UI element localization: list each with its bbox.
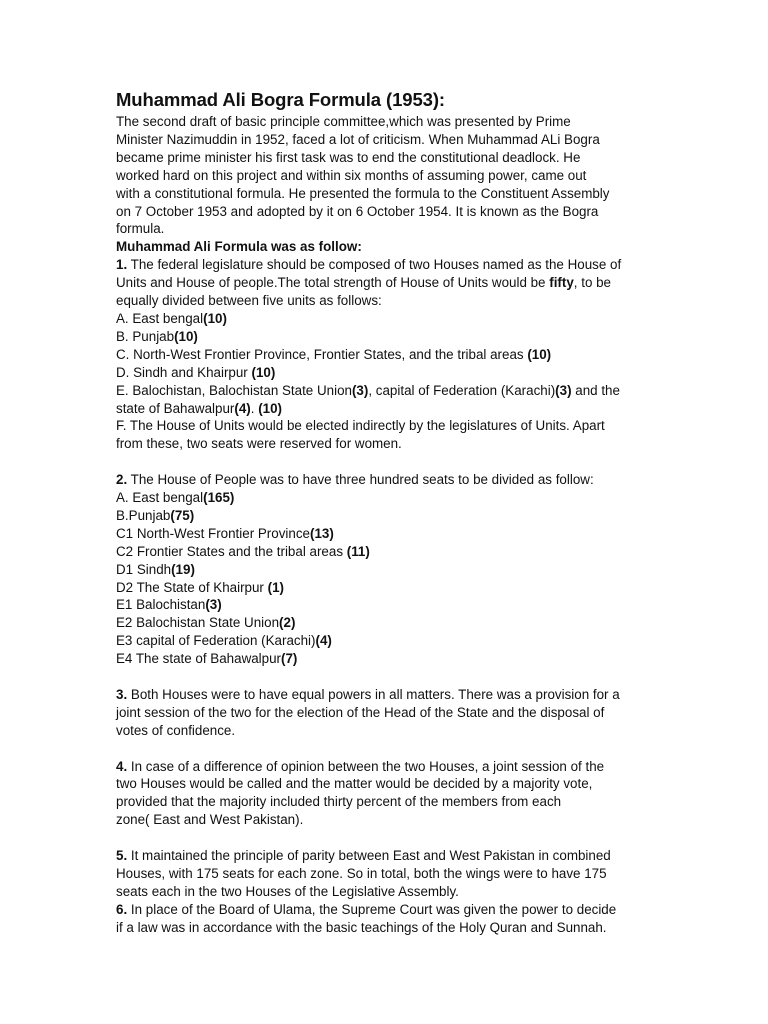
intro-line: formula. xyxy=(116,221,165,237)
list-item: A. East bengal(10) xyxy=(116,310,227,326)
point-number: 6. xyxy=(116,901,128,917)
point-1-line: 1. The federal legislature should be composed of two Houses named as the House of xyxy=(116,257,622,273)
point-4-line: provided that the majority included thirty percent of the members from each xyxy=(116,794,562,810)
list-item: E. Balochistan, Balochistan State Union(3), capital of Federation (Karachi)(3) and the xyxy=(116,382,620,398)
list-item: B. Punjab(10) xyxy=(116,328,198,344)
list-item: C2 Frontier States and the tribal areas (11) xyxy=(116,543,370,559)
paragraph-gap xyxy=(116,740,668,758)
point-4-line: two Houses would be called and the matter would be decided by a majority vote, xyxy=(116,776,593,792)
list-item: C. North-West Frontier Province, Frontier States, and the tribal areas (10) xyxy=(116,346,552,362)
point-number: 3. xyxy=(116,686,128,702)
point-1-line: Units and House of people.The total strength of House of Units would be fifty, to be xyxy=(116,275,612,291)
list-item: C1 North-West Frontier Province(13) xyxy=(116,525,334,541)
point-number: 5. xyxy=(116,848,128,864)
list-item: D2 The State of Khairpur (1) xyxy=(116,579,284,595)
list-item: B.Punjab(75) xyxy=(116,507,195,523)
point-2 xyxy=(116,471,668,668)
point-6 xyxy=(116,901,668,937)
point-6-line: if a law was in accordance with the basic teachings of the Holy Quran and Sunnah. xyxy=(116,919,607,935)
list-item: F. The House of Units would be elected indirectly by the legislatures of Units. Apart xyxy=(116,418,605,434)
point-number: 1. xyxy=(116,257,128,273)
intro-line: The second draft of basic principle committee,which was presented by Prime xyxy=(116,114,571,129)
point-1 xyxy=(116,256,668,453)
point-number: 4. xyxy=(116,758,128,774)
intro-line: with a constitutional formula. He presented the formula to the Constituent Assembly xyxy=(116,185,610,201)
point-5 xyxy=(116,847,668,901)
intro-line: became prime minister his first task was to end the constitutional deadlock. He xyxy=(116,149,581,165)
point-3-line: joint session of the two for the election of the Head of the State and the disposal of xyxy=(116,704,605,720)
point-2-line: 2. The House of People was to have three hundred seats to be divided as follow: xyxy=(116,472,594,488)
intro-line: Minister Nazimuddin in 1952, faced a lot of criticism. When Muhammad ALi Bogra xyxy=(116,131,600,147)
point-5-line: 5. It maintained the principle of parity between East and West Pakistan in combined xyxy=(116,848,611,864)
point-3-line: votes of confidence. xyxy=(116,722,236,738)
point-5-line: seats each in the two Houses of the Legislative Assembly. xyxy=(116,883,459,899)
point-5-line: Houses, with 175 seats for each zone. So in total, both the wings were to have 175 xyxy=(116,866,607,881)
list-item: A. East bengal(165) xyxy=(116,490,235,506)
point-4 xyxy=(116,758,668,830)
point-3 xyxy=(116,686,668,740)
list-item: E2 Balochistan State Union(2) xyxy=(116,615,296,631)
page-title: Muhammad Ali Bogra Formula (1953): xyxy=(116,89,445,110)
paragraph-gap xyxy=(116,829,668,847)
point-number: 2. xyxy=(116,472,128,488)
list-item: D1 Sindh(19) xyxy=(116,561,195,577)
intro-line: worked hard on this project and within six months of assuming power, came out xyxy=(116,167,587,183)
point-1-line: equally divided between five units as follows: xyxy=(116,293,382,309)
paragraph-gap xyxy=(116,668,668,686)
list-item: E1 Balochistan(3) xyxy=(116,597,222,613)
point-4-line: zone( East and West Pakistan). xyxy=(116,812,304,828)
intro-paragraph xyxy=(116,113,668,238)
formula-heading: Muhammad Ali Formula was as follow: xyxy=(116,239,362,255)
list-item: D. Sindh and Khairpur (10) xyxy=(116,364,276,380)
intro-line: on 7 October 1953 and adopted by it on 6 October 1954. It is known as the Bogra xyxy=(116,203,599,219)
point-3-line: 3. Both Houses were to have equal powers in all matters. There was a provision for a xyxy=(116,686,620,702)
list-item: E3 capital of Federation (Karachi)(4) xyxy=(116,633,332,649)
point-4-line: 4. In case of a difference of opinion between the two Houses, a joint session of the xyxy=(116,758,605,774)
paragraph-gap xyxy=(116,453,668,471)
list-item: state of Bahawalpur(4). (10) xyxy=(116,400,283,416)
list-item: from these, two seats were reserved for women. xyxy=(116,436,402,452)
point-6-line: 6. In place of the Board of Ulama, the Supreme Court was given the power to decide xyxy=(116,901,617,917)
list-item: E4 The state of Bahawalpur(7) xyxy=(116,651,298,667)
